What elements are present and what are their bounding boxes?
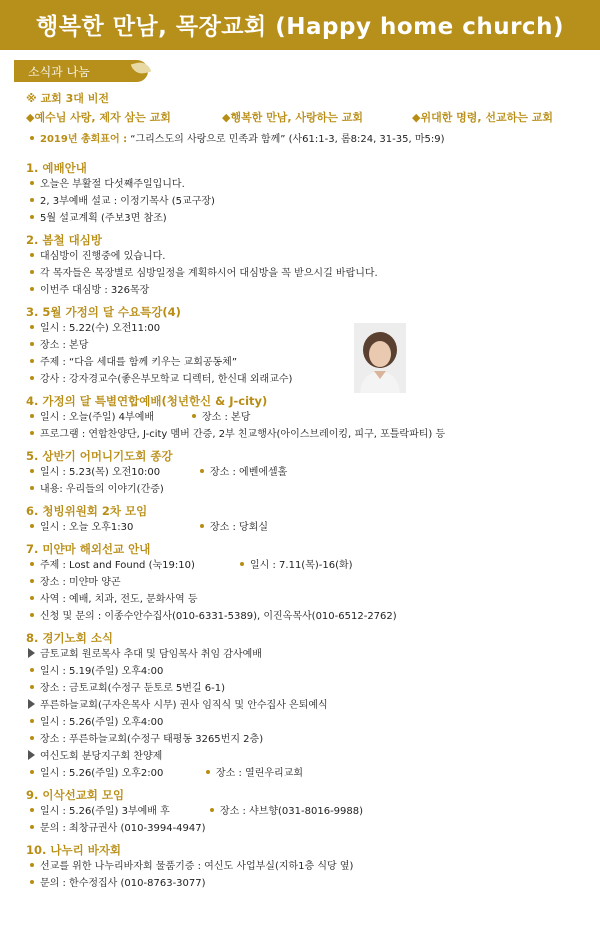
line-text: 푸른하늘교회(구자은목사 시무) 권사 임직식 및 안수집사 은퇴예식	[40, 700, 328, 711]
bullet-icon	[200, 469, 204, 473]
triangle-icon	[28, 648, 35, 658]
bullet-icon	[192, 414, 196, 418]
section-title: 9. 이삭선교회 모임	[26, 788, 125, 802]
bullet-icon	[30, 880, 34, 884]
line-text: 주제 : Lost and Found (눅19:10)	[40, 560, 195, 571]
line-text: 선교를 위한 나누리바자회 물품기증 : 여신도 사업부실(지하1층 식당 옆)	[40, 861, 354, 872]
bullet-icon	[30, 342, 34, 346]
line-text: 장소 : 본당	[202, 412, 251, 423]
bullet-icon	[30, 579, 34, 583]
line-text: 일시 : 오늘(주일) 4부예배	[40, 412, 155, 423]
line-text: 장소 : 에벤에셀홀	[210, 467, 288, 478]
bullet-icon	[30, 596, 34, 600]
bullet-icon	[30, 825, 34, 829]
notice-line	[26, 608, 586, 625]
bullet-icon	[30, 376, 34, 380]
line-text: 내용: 우리들의 이야기(간증)	[40, 484, 164, 495]
speaker-photo	[354, 323, 406, 393]
line-text: 문의 : 한수정집사 (010-8763-3077)	[40, 878, 206, 889]
notice-line	[26, 557, 586, 574]
vision-item: ◆위대한 명령, 선교하는 교회	[412, 111, 554, 124]
line-text: 장소 : 열린우리교회	[216, 768, 304, 779]
motto-text: “그리스도의 사랑으로 민족과 함께” (사61:1-3, 롬8:24, 31-35, 마5:9)	[130, 134, 445, 145]
bullet-icon	[200, 524, 204, 528]
bullet-icon	[30, 719, 34, 723]
notice-section	[26, 160, 586, 227]
line-text: 프로그램 : 연합찬양단, J-city 멤버 간증, 2부 친교행사(아이스브레이킹, 피구, 포틀락파티) 등	[40, 429, 446, 440]
line-text: 장소 : 샤브향(031-8016-9988)	[220, 806, 364, 817]
line-text: 장소 : 당회실	[210, 522, 269, 533]
bullet-icon	[30, 431, 34, 435]
line-text: 일시 : 5.19(주일) 오후4:00	[40, 666, 164, 677]
notice-line	[26, 426, 586, 443]
line-text: 오늘은 부활절 다섯째주일입니다.	[40, 179, 185, 190]
notice-line	[26, 663, 586, 680]
line-text: 장소 : 금토교회(수정구 둔토로 5번길 6-1)	[40, 683, 226, 694]
leaf-icon	[131, 60, 151, 76]
vision-item: ◆행복한 만남, 사랑하는 교회	[222, 111, 364, 124]
sub-heading	[26, 646, 586, 663]
bullet-icon	[30, 486, 34, 490]
bullet-icon	[30, 136, 34, 140]
notice-line	[26, 464, 586, 481]
line-text: 일시 : 7.11(목)-16(화)	[250, 560, 353, 571]
notice-line	[26, 820, 586, 837]
notice-section	[26, 304, 586, 388]
section-title: 7. 미얀마 해외선교 안내	[26, 542, 151, 556]
line-text: 일시 : 5.23(목) 오전10:00	[40, 467, 161, 478]
page-title: 행복한 만남, 목장교회 (Happy home church)	[36, 14, 564, 40]
section-title: 4. 가정의 달 특별연합예배(청년한신 & J-city)	[26, 394, 268, 408]
line-text: 신청 및 문의 : 이종수안수집사(010-6331-5389), 이진옥목사(010-6512-2762)	[40, 611, 397, 622]
bullet-icon	[30, 562, 34, 566]
notice-line	[26, 210, 586, 227]
line-second-column	[202, 765, 303, 782]
line-text: 강사 : 강자경교수(좋은부모학교 디렉터, 한신대 외래교수)	[40, 374, 293, 385]
line-text: 여신도회 분당지구회 찬양제	[40, 751, 163, 762]
notice-section	[26, 842, 586, 892]
bullet-icon	[30, 736, 34, 740]
notice-line	[26, 320, 586, 337]
notice-section	[26, 448, 586, 498]
section-title: 2. 봄철 대심방	[26, 233, 102, 247]
line-text: 대심방이 진행중에 있습니다.	[40, 251, 166, 262]
notice-line	[26, 282, 586, 299]
notice-line	[26, 354, 586, 371]
section-tag-label: 소식과 나눔	[28, 65, 90, 79]
bullet-icon	[30, 215, 34, 219]
header-banner	[0, 0, 600, 50]
notice-line	[26, 265, 586, 282]
bullet-icon	[30, 668, 34, 672]
line-text: 일시 : 5.26(주일) 오후4:00	[40, 717, 164, 728]
sub-heading	[26, 748, 586, 765]
section-title: 1. 예배안내	[26, 161, 87, 175]
notice-section	[26, 630, 586, 782]
bullet-icon	[30, 863, 34, 867]
vision-item: ◆예수님 사랑, 제자 삼는 교회	[26, 111, 171, 124]
bullet-icon	[30, 414, 34, 418]
triangle-icon	[28, 699, 35, 709]
bullet-icon	[30, 253, 34, 257]
bullet-icon	[30, 270, 34, 274]
bullet-icon	[30, 359, 34, 363]
notice-line	[26, 765, 586, 782]
notice-line	[26, 248, 586, 265]
line-second-column	[196, 464, 287, 481]
notice-line	[26, 875, 586, 892]
bullet-icon	[30, 808, 34, 812]
notice-section	[26, 787, 586, 837]
line-second-column	[206, 803, 363, 820]
line-second-column	[236, 557, 353, 574]
line-text: 일시 : 5.26(주일) 3부예배 후	[40, 806, 170, 817]
line-text: 2, 3부예배 설교 : 이정기목사 (5교구장)	[40, 196, 215, 207]
line-text: 금토교회 원로목사 추대 및 담임목사 취임 감사예배	[40, 649, 262, 660]
motto	[26, 130, 445, 145]
notice-section	[26, 393, 586, 443]
bullet-icon	[30, 198, 34, 202]
notice-line	[26, 176, 586, 193]
line-second-column	[188, 409, 250, 426]
vision-title: ※ 교회 3대 비전	[26, 92, 109, 105]
notice-line	[26, 193, 586, 210]
section-title: 8. 경기노회 소식	[26, 631, 114, 645]
notice-line	[26, 337, 586, 354]
bullet-icon	[30, 469, 34, 473]
bullet-icon	[30, 613, 34, 617]
notice-line	[26, 803, 586, 820]
notice-line	[26, 680, 586, 697]
notice-content	[26, 160, 586, 897]
bullet-icon	[30, 181, 34, 185]
line-text: 장소 : 푸른하늘교회(수정구 태평동 3265번지 2층)	[40, 734, 264, 745]
line-text: 문의 : 최창규권사 (010-3994-4947)	[40, 823, 206, 834]
line-text: 이번주 대심방 : 326목장	[40, 285, 150, 296]
notice-line	[26, 371, 586, 388]
notice-section	[26, 503, 586, 536]
notice-line	[26, 714, 586, 731]
line-text: 일시 : 5.22(수) 오전11:00	[40, 323, 161, 334]
bullet-icon	[30, 325, 34, 329]
bullet-icon	[210, 808, 214, 812]
sub-heading	[26, 697, 586, 714]
line-text: 5월 설교계획 (주보3면 참조)	[40, 213, 167, 224]
line-text: 주제 : “다음 세대를 함께 키우는 교회공동체”	[40, 357, 238, 368]
notice-line	[26, 591, 586, 608]
notice-line	[26, 519, 586, 536]
notice-line	[26, 574, 586, 591]
section-tag	[14, 60, 148, 82]
section-title: 6. 청빙위원회 2차 모임	[26, 504, 148, 518]
notice-line	[26, 731, 586, 748]
line-text: 일시 : 5.26(주일) 오후2:00	[40, 768, 164, 779]
notice-line	[26, 481, 586, 498]
line-text: 장소 : 미얀마 양곤	[40, 577, 121, 588]
line-text: 사역 : 예배, 치과, 전도, 문화사역 등	[40, 594, 198, 605]
line-text: 일시 : 오늘 오후1:30	[40, 522, 134, 533]
motto-label: 2019년 총회표어 :	[40, 134, 128, 145]
bullet-icon	[30, 524, 34, 528]
bullet-icon	[30, 287, 34, 291]
bullet-icon	[206, 770, 210, 774]
line-text: 장소 : 본당	[40, 340, 89, 351]
section-title: 3. 5월 가정의 달 수요특강(4)	[26, 305, 181, 319]
notice-section	[26, 541, 586, 625]
notice-section	[26, 232, 586, 299]
bullet-icon	[240, 562, 244, 566]
bullet-icon	[30, 770, 34, 774]
section-title: 10. 나누리 바자회	[26, 843, 122, 857]
notice-line	[26, 409, 586, 426]
bullet-icon	[30, 685, 34, 689]
notice-line	[26, 858, 586, 875]
line-text: 각 목자들은 목장별로 심방일정을 계획하시어 대심방을 꼭 받으시길 바랍니다.	[40, 268, 378, 279]
triangle-icon	[28, 750, 35, 760]
line-second-column	[196, 519, 268, 536]
section-title: 5. 상반기 어머니기도회 종강	[26, 449, 173, 463]
speaker-portrait	[354, 323, 406, 393]
